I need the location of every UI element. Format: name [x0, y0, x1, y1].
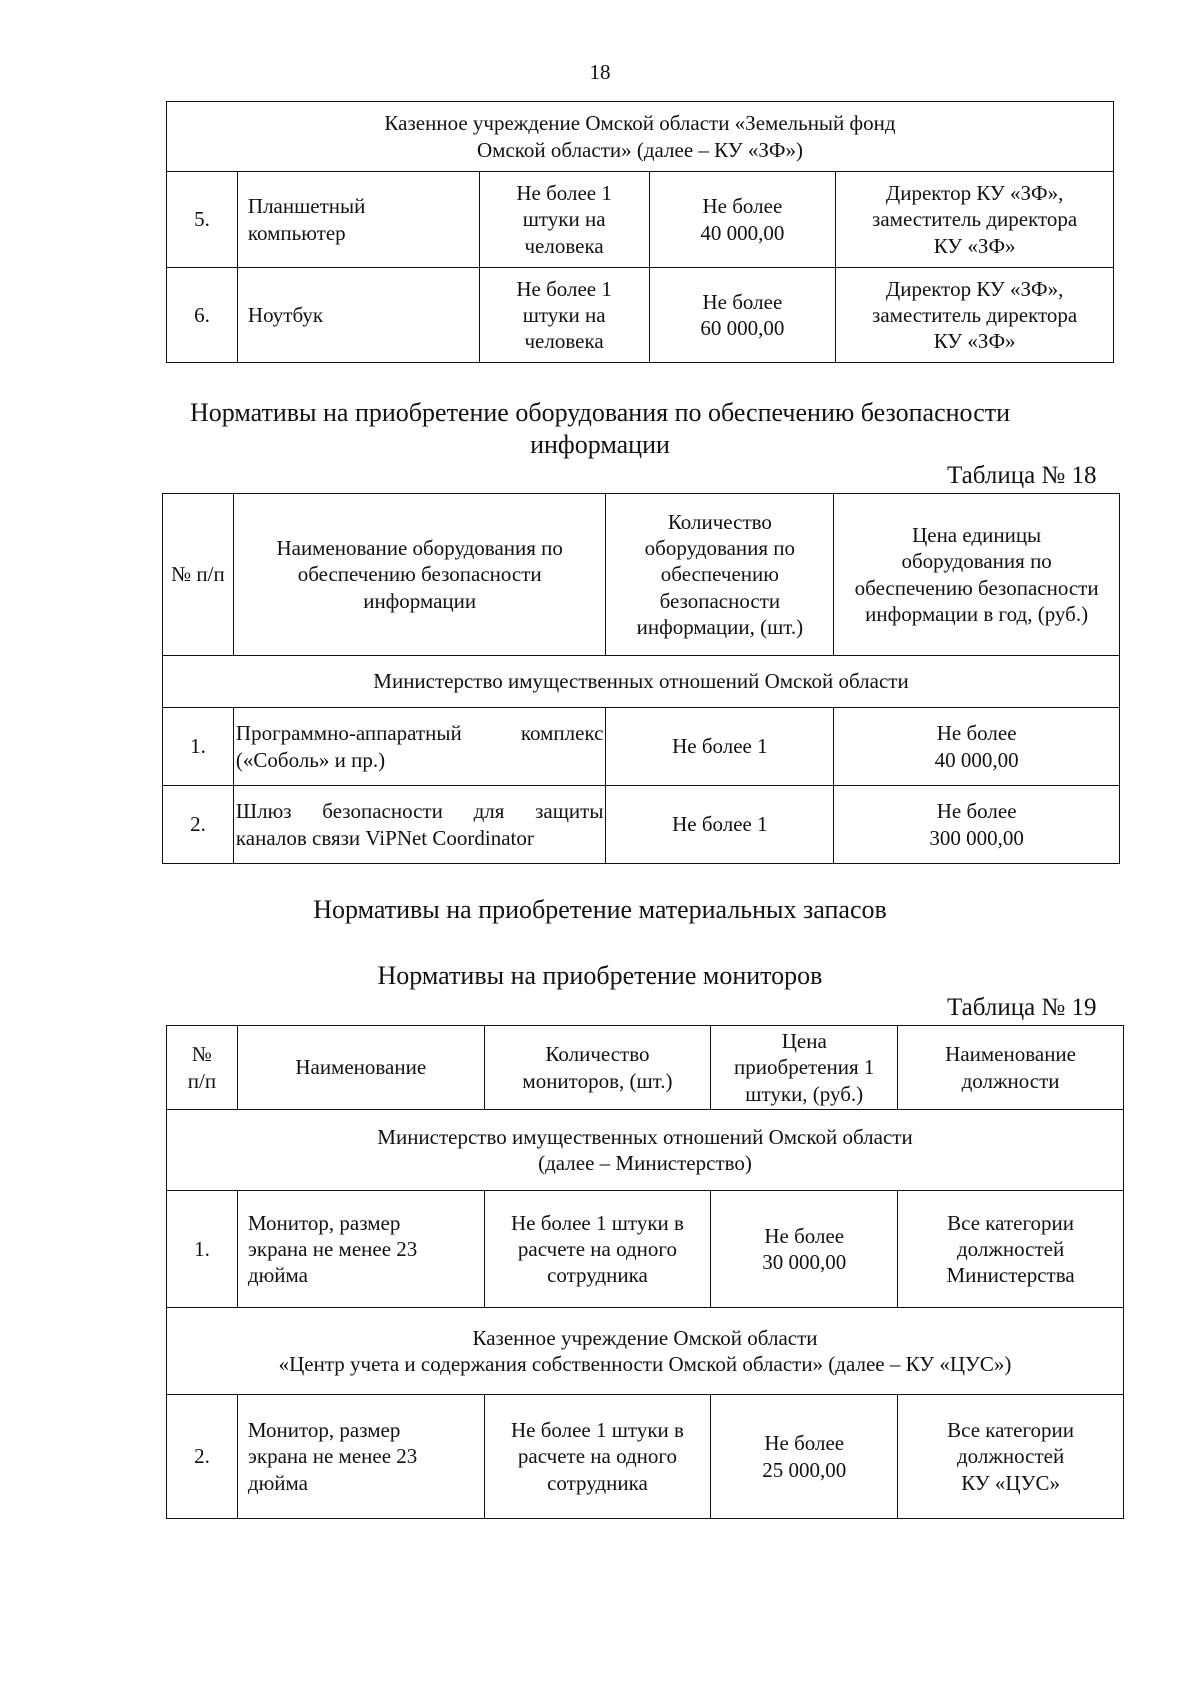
- header-price: Цена приобретения 1 штуки, (руб.): [711, 1026, 898, 1110]
- item-position: Все категории должностей Министерства: [898, 1191, 1124, 1308]
- table-org-row: [167, 1110, 1124, 1191]
- row-number: 1.: [167, 1191, 238, 1308]
- item-quantity: Не более 1 штуки в расчете на одного сотрудника: [484, 1395, 711, 1519]
- item-position: Директор КУ «ЗФ», заместитель директора КУ «ЗФ»: [836, 268, 1114, 363]
- table-kuzf: [166, 101, 1114, 363]
- table-label-18: Таблица № 18: [947, 462, 1097, 489]
- section-title-materials: Нормативы на приобретение материальных запасов: [313, 895, 887, 924]
- header-name: Наименование оборудования по обеспечению безопасности информации: [233, 494, 606, 656]
- item-name: Шлюз безопасности для защиты каналов связи ViPNet Coordinator: [233, 786, 606, 864]
- item-name: Планшетный компьютер: [237, 172, 479, 268]
- row-number: 2.: [163, 786, 234, 864]
- item-price: Не более 30 000,00: [711, 1191, 898, 1308]
- table-row: [167, 1395, 1124, 1519]
- header-num: № п/п: [167, 1026, 238, 1110]
- table-row: [167, 172, 1114, 268]
- item-quantity: Не более 1 штуки в расчете на одного сотрудника: [484, 1191, 711, 1308]
- table-row: [163, 708, 1120, 786]
- item-quantity: Не более 1: [606, 786, 834, 864]
- item-quantity: Не более 1: [606, 708, 834, 786]
- item-quantity: Не более 1 штуки на человека: [479, 172, 649, 268]
- org-cell: Министерство имущественных отношений Омской области: [163, 656, 1120, 708]
- row-number: 2.: [167, 1395, 238, 1519]
- table-label-19: Таблица № 19: [947, 994, 1097, 1021]
- header-num: № п/п: [163, 494, 234, 656]
- table-org-row: [167, 1308, 1124, 1395]
- table-monitors: [166, 1025, 1124, 1519]
- item-name: Монитор, размер экрана не менее 23 дюйма: [237, 1395, 484, 1519]
- item-price: Не более 60 000,00: [649, 268, 836, 363]
- header-price: Цена единицы оборудования по обеспечению безопасности информации в год, (руб.): [834, 494, 1120, 656]
- item-price: Не более 40 000,00: [649, 172, 836, 268]
- item-position: Все категории должностей КУ «ЦУС»: [898, 1395, 1124, 1519]
- row-number: 1.: [163, 708, 234, 786]
- table-row: [163, 786, 1120, 864]
- item-position: Директор КУ «ЗФ», заместитель директора КУ «ЗФ»: [836, 172, 1114, 268]
- item-price: Не более 25 000,00: [711, 1395, 898, 1519]
- item-name: Монитор, размер экрана не менее 23 дюйма: [237, 1191, 484, 1308]
- table-org-row: [167, 102, 1114, 172]
- org-line: Казенное учреждение Омской области «Земельный фонд: [384, 111, 896, 136]
- row-number: 5.: [167, 172, 238, 268]
- table-header-row: [163, 494, 1120, 656]
- table-row: [167, 1191, 1124, 1308]
- org-cell: Министерство имущественных отношений Омской области (далее – Министерство): [167, 1110, 1124, 1191]
- item-quantity: Не более 1 штуки на человека: [479, 268, 649, 363]
- org-cell: Казенное учреждение Омской области «Центр учета и содержания собственности Омской области» (далее – КУ «ЦУС»): [167, 1308, 1124, 1395]
- section-title-monitors: Нормативы на приобретение мониторов: [377, 961, 823, 990]
- row-number: 6.: [167, 268, 238, 363]
- header-quantity: Количество мониторов, (шт.): [484, 1026, 711, 1110]
- page-number: 18: [589, 60, 611, 84]
- header-quantity: Количество оборудования по обеспечению безопасности информации, (шт.): [606, 494, 834, 656]
- item-name: Программно-аппаратный комплекс («Соболь» и пр.): [233, 708, 606, 786]
- item-price: Не более 300 000,00: [834, 786, 1120, 864]
- item-price: Не более 40 000,00: [834, 708, 1120, 786]
- table-security-equipment: [162, 493, 1120, 864]
- table-header-row: [167, 1026, 1124, 1110]
- org-cell: [167, 102, 1114, 172]
- section-title-security: Нормативы на приобретение оборудования по обеспечению безопасности информации: [189, 398, 1011, 459]
- table-row: [167, 268, 1114, 363]
- org-line: Омской области» (далее – КУ «ЗФ»): [477, 137, 803, 162]
- item-name: Ноутбук: [237, 268, 479, 363]
- header-name: Наименование: [237, 1026, 484, 1110]
- header-position: Наименование должности: [898, 1026, 1124, 1110]
- table-org-row: [163, 656, 1120, 708]
